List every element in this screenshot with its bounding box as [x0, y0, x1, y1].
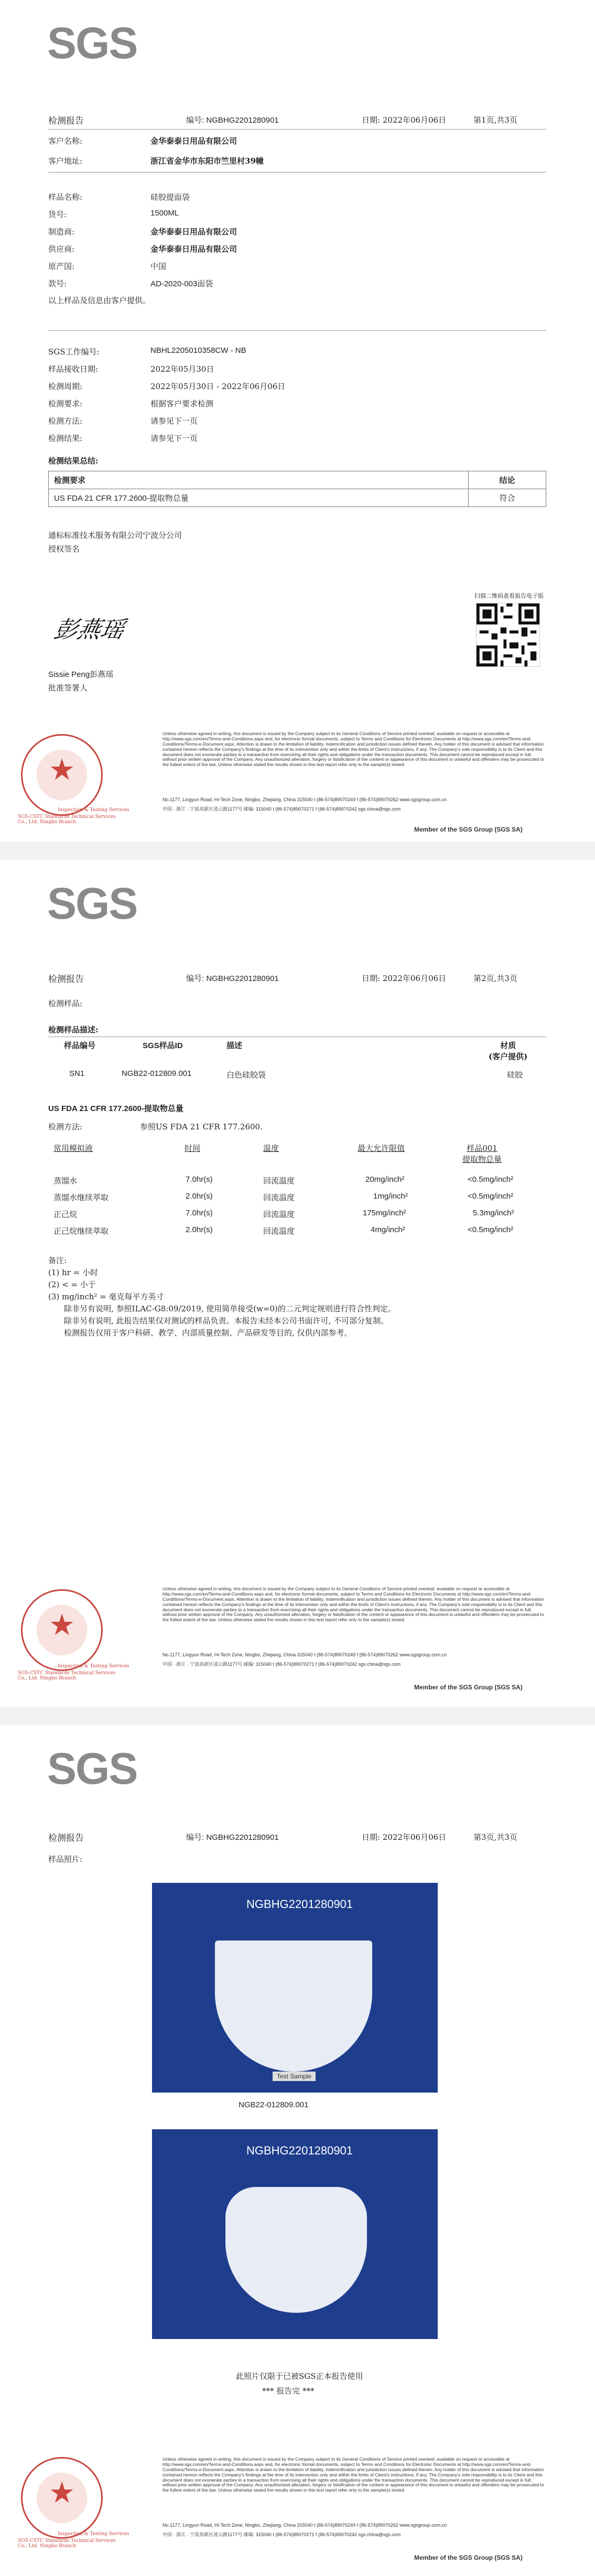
qr-code-icon [476, 603, 540, 667]
photo-1-label: NGBHG2201280901 [246, 1898, 353, 1911]
sample-photo-2 [152, 2129, 438, 2339]
page-number: 第2页,共3页 [473, 974, 517, 983]
footer-address-en: No.1177, Lingyun Road, Hi-Tech Zone, Ningbo, Zhejiang, China 315040 t (86-574)89070249 f (86-574)89070262 www.sgsgroup.com.cn [163, 2523, 447, 2528]
seal-subcaption: Inspection & Testing Services [58, 2531, 129, 2537]
summary-cell-conclusion: 符合 [469, 489, 546, 507]
member-line: Member of the SGS Group (SGS SA) [414, 826, 523, 833]
report-number: 编号: NGBHG2201280901 [186, 1833, 279, 1842]
sgs-logo: SGS [47, 1744, 137, 1793]
summary-head-requirement: 检测要求 [49, 471, 469, 489]
company-seal: ★ [21, 2457, 103, 2539]
report-date: 日期: 2022年06月06日 [362, 1833, 447, 1842]
bag-shape [225, 2187, 367, 2313]
report-page-3: SGS 检测报告 编号: NGBHG2201280901 日期: 2022年06月06日 第3页,共3页 样品照片: NGBHG2201280901 Test Sample NGB22-012809.001 NGBHG2201280901 此照片仅限于已被SGS正本报告使用 *** 报告完 *** ★ SGS-CSTC Standards Technical Services Co., Ltd. Ningbo Branch Inspection & Testing Services Unless otherwise agreed in writing, this document is issued by the Company subject to its General Conditions of Service printed overleaf, available on request or accessible at http://www.sgs.com/en/Terms-and-Conditions.aspx and, for electronic format documents, subject to Terms and Conditions for Electronic Documents at http://www.sgs.com/en/Terms-and-Conditions/Terms-e-Document.aspx. Attention is drawn to the limitation of liability, indemnification and jurisdiction issues defined therein. Any holder of this document is advised that information contained hereon reflects the Company's findings at the time of its intervention only and within the limits of Client's instructions, if any. The Company's sole responsibility is to its Client and this document does not exonerate parties to a transaction from exercising all their rights and obligations under the transaction documents. This document cannot be reproduced except in full, without prior written approval of the Company. Any unauthorized alteration, forgery or falsification of the content or appearance of this document is unlawful and offenders may be prosecuted to the fullest extent of the law. Unless otherwise stated the results shown in this test report refer only to the sample(s) tested. No.1177, Lingyun Road, Hi-Tech Zone, Ningbo, Zhejiang, China 315040 t (86-574)89070249 f (86-574)89070262 www.sgsgroup.com.cn 中国 · 浙江 · 宁波高新区凌云路1177号 邮编: 315040 t (86-574)89070271 f (86-574)89070242 sgs.china@sgs.com Member of the SGS Group (SGS SA) [0, 1726, 595, 2576]
client-divider [48, 172, 546, 173]
sgs-logo: SGS [47, 18, 137, 68]
table-row [49, 471, 546, 489]
seal-caption: SGS-CSTC Standards Technical Services Co., Ltd. Ningbo Branch [18, 1670, 116, 1681]
report-date: 日期: 2022年06月06日 [362, 115, 447, 125]
company-seal: ★ [21, 734, 103, 816]
report-page-2: SGS 检测报告 编号: NGBHG2201280901 日期: 2022年06月06日 第2页,共3页 检测样品: 检测样品描述: 样品编号 SGS样品ID 描述 材质 (客户提供) SN1 NGB22-012809.001 白色硅胶袋 硅胶 US FDA 21 CFR 177.2600-提取物总量 检测方法: 参照US FDA 21 CFR 177.2600. 常用模拟液 时间 温度 最大允许限值 样品001 提取物总量 蒸馏水 7.0hr(s) 回流温度 20mg/inch² <0.5mg/inch² 蒸馏水继续萃取 2.0hr(s) 回流温度 1mg/inch² <0.5mg/inch² 正己烷 7.0hr(s) 回流温度 175mg/inch² 5.3mg/inch² 正己烷继续萃取 2.0hr(s) 回流温度 4mg/inch² <0.5mg/inch² 备注: (1) hr = 小时 (2) < = 小于 (3) mg/inch² = 毫克每平方英寸 除非另有说明, 参照ILAC-G8:09/2019, 使用简单接受(w=0)的二元判定规则进行符合性判定。 除非另有说明, 此报告结果仅对测试的样品负责。本报告未经本公司书面许可, 不可部分复制。 检测报告仅用于客户科研、教学、内部质量控制、产品研发等目的, 仅供内部参考。 ★ SGS-CSTC Standards Technical Services Co., Ltd. Ningbo Branch Inspection & Testing Services Unless otherwise agreed in writing, this document is issued by the Company subject to its General Conditions of Service printed overleaf, available on request or accessible at http://www.sgs.com/en/Terms-and-Conditions.aspx and, for electronic format documents, subject to Terms and Conditions for Electronic Documents at http://www.sgs.com/en/Terms-and-Conditions/Terms-e-Document.aspx. Attention is drawn to the limitation of liability, indemnification and jurisdiction issues defined therein. Any holder of this document is advised that information contained hereon reflects the Company's findings at the time of its intervention only and within the limits of Client's instructions, if any. The Company's sole responsibility is to its Client and this document does not exonerate parties to a transaction from exercising all their rights and obligations under the transaction documents. This document cannot be reproduced except in full, without prior written approval of the Company. Any unauthorized alteration, forgery or falsification of the content or appearance of this document is unlawful and offenders may be prosecuted to the fullest extent of the law. Unless otherwise stated the results shown in this test report refer only to the sample(s) tested. No.1177, Lingyun Road, Hi-Tech Zone, Ningbo, Zhejiang, China 315040 t (86-574)89070249 f (86-574)89070262 www.sgsgroup.com.cn 中国 · 浙江 · 宁波高新区凌云路1177号 邮编: 315040 t (86-574)89070271 f (86-574)89070242 sgs.china@sgs.com Member of the SGS Group (SGS SA) [0, 860, 595, 1707]
member-line: Member of the SGS Group (SGS SA) [414, 2554, 523, 2561]
page-number: 第3页,共3页 [473, 1833, 517, 1842]
seal-subcaption: Inspection & Testing Services [58, 807, 129, 813]
footer-address-en: No.1177, Lingyun Road, Hi-Tech Zone, Ningbo, Zhejiang, China 315040 t (86-574)89070249 f (86-574)89070262 www.sgsgroup.com.cn [163, 797, 447, 802]
report-date: 日期: 2022年06月06日 [362, 974, 447, 983]
footer-terms: Unless otherwise agreed in writing, this document is issued by the Company subject to its General Conditions of Service printed overleaf, available on request or accessible at http://www.sgs.com/en/Terms-and-Conditions.aspx and, for electronic format documents, subject to Terms and Conditions for Electronic Documents at http://www.sgs.com/en/Terms-and-Conditions/Terms-e-Document.aspx. Attention is drawn to the limitation of liability, indemnification and jurisdiction issues defined therein. Any holder of this document is advised that information contained hereon reflects the Company's findings at the time of its intervention only and within the limits of Client's instructions, if any. The Company's sole responsibility is to its Client and this document does not exonerate parties to a transaction from exercising all their rights and obligations under the transaction documents. This document cannot be reproduced except in full, without prior written approval of the Company. Any unauthorized alteration, forgery or falsification of the content or appearance of this document is unlawful and offenders may be prosecuted to the fullest extent of the law. Unless otherwise stated the results shown in this test report refer only to the sample(s) tested. [163, 1586, 544, 1623]
footer-address-cn: 中国 · 浙江 · 宁波高新区凌云路1177号 邮编: 315040 t (86-574)89070271 f (86-574)89070242 sgs.china@sgs.com [163, 1662, 401, 1667]
summary-cell-requirement: US FDA 21 CFR 177.2600-提取物总量 [49, 489, 469, 507]
report-page-1: SGS 检测报告 编号: NGBHG2201280901 日期: 2022年06月06日 第1页,共3页 客户名称: 金华泰泰日用品有限公司 客户地址: 浙江省金华市东阳市竺里村39幢 样品名称: 硅胶提面袋 货号: 1500ML 制造商: 金华泰泰日用品有限公司 供应商: 金华泰泰日用品有限公司 原产国: 中国 款号: AD-2020-003面袋 以上样品及信息由客户提供。 SGS工作编号: NBHL2205010358CW - NB 样品接收日期: 2022年05月30日 检测周期: 2022年05月30日 - 2022年06月06日 检测要求: 根据客户要求检测 检测方法: 请参见下一页 检测结果: 请参见下一页 检测结果总结: 检测要求 结论 US FDA 21 CFR 177.2600-提取物总量 符合 通标标准技术服务有限公司宁波分公司 授权签名 彭燕瑶 Sissie Peng彭燕瑶 批准签署人 扫描二维码查看报告电子版 ★ SGS-CSTC Standards Technical Services Co., Ltd. Ningbo Branch Inspection & Testing Services Unless otherwise agreed in writing, this document is issued by the Company subject to its General Conditions of Service printed overleaf, available on request or accessible at http://www.sgs.com/en/Terms-and-Conditions.aspx and, for electronic format documents, subject to Terms and Conditions for Electronic Documents at http://www.sgs.com/en/Terms-and-Conditions/Terms-e-Document.aspx. Attention is drawn to the limitation of liability, indemnification and jurisdiction issues defined therein. Any holder of this document is advised that information contained hereon reflects the Company's findings at the time of its intervention only and within the limits of Client's instructions, if any. The Company's sole responsibility is to its Client and this document does not exonerate parties to a transaction from exercising all their rights and obligations under the transaction documents. This document cannot be reproduced except in full, without prior written approval of the Company. Any unauthorized alteration, forgery or falsification of the content or appearance of this document is unlawful and offenders may be prosecuted to the fullest extent of the law. Unless otherwise stated the results shown in this test report refer only to the sample(s) tested. No.1177, Lingyun Road, Hi-Tech Zone, Ningbo, Zhejiang, China 315040 t (86-574)89070249 f (86-574)89070262 www.sgsgroup.com.cn 中国 · 浙江 · 宁波高新区凌云路1177号 邮编: 315040 t (86-574)89070271 f (86-574)89070242 sgs.china@sgs.com Member of the SGS Group (SGS SA) [0, 0, 595, 842]
seal-caption: SGS-CSTC Standards Technical Services Co., Ltd. Ningbo Branch [18, 814, 116, 825]
sample-photo-1 [152, 1883, 438, 2093]
seal-subcaption: Inspection & Testing Services [58, 1664, 129, 1669]
report-title: 检测报告 [48, 974, 84, 985]
report-number: 编号: NGBHG2201280901 [186, 116, 279, 125]
footer-address-cn: 中国 · 浙江 · 宁波高新区凌云路1177号 邮编: 315040 t (86-574)89070271 f (86-574)89070242 sgs.china@sgs.com [163, 2532, 401, 2537]
summary-head-conclusion: 结论 [469, 471, 546, 489]
header-divider [48, 129, 546, 130]
report-title: 检测报告 [48, 1833, 84, 1844]
footer-address-cn: 中国 · 浙江 · 宁波高新区凌云路1177号 邮编: 315040 t (86-574)89070271 f (86-574)89070242 sgs.china@sgs.com [163, 806, 401, 812]
sample-divider [48, 330, 546, 331]
signature: 彭燕瑶 [51, 617, 127, 643]
page-number: 第1页,共3页 [473, 115, 517, 125]
sgs-logo: SGS [47, 879, 137, 928]
table-row [49, 489, 546, 507]
footer-terms: Unless otherwise agreed in writing, this document is issued by the Company subject to its General Conditions of Service printed overleaf, available on request or accessible at http://www.sgs.com/en/Terms-and-Conditions.aspx and, for electronic format documents, subject to Terms and Conditions for Electronic Documents at http://www.sgs.com/en/Terms-and-Conditions/Terms-e-Document.aspx. Attention is drawn to the limitation of liability, indemnification and jurisdiction issues defined therein. Any holder of this document is advised that information contained hereon reflects the Company's findings at the time of its intervention only and within the limits of Client's instructions, if any. The Company's sole responsibility is to its Client and this document does not exonerate parties to a transaction from exercising all their rights and obligations under the transaction documents. This document cannot be reproduced except in full, without prior written approval of the Company. Any unauthorized alteration, forgery or falsification of the content or appearance of this document is unlawful and offenders may be prosecuted to the fullest extent of the law. Unless otherwise stated the results shown in this test report refer only to the sample(s) tested. [163, 731, 544, 768]
footer-terms: Unless otherwise agreed in writing, this document is issued by the Company subject to its General Conditions of Service printed overleaf, available on request or accessible at http://www.sgs.com/en/Terms-and-Conditions.aspx and, for electronic format documents, subject to Terms and Conditions for Electronic Documents at http://www.sgs.com/en/Terms-and-Conditions/Terms-e-Document.aspx. Attention is drawn to the limitation of liability, indemnification and jurisdiction issues defined therein. Any holder of this document is advised that information contained hereon reflects the Company's findings at the time of its intervention only and within the limits of Client's instructions, if any. The Company's sole responsibility is to its Client and this document does not exonerate parties to a transaction from exercising all their rights and obligations under the transaction documents. This document cannot be reproduced except in full, without prior written approval of the Company. Any unauthorized alteration, forgery or falsification of the content or appearance of this document is unlawful and offenders may be prosecuted to the fullest extent of the law. Unless otherwise stated the results shown in this test report refer only to the sample(s) tested. [163, 2456, 544, 2493]
footer-address-en: No.1177, Lingyun Road, Hi-Tech Zone, Ningbo, Zhejiang, China 315040 t (86-574)89070249 f (86-574)89070262 www.sgsgroup.com.cn [163, 1652, 447, 1657]
photo-2-label: NGBHG2201280901 [246, 2144, 353, 2157]
bag-shape [215, 1941, 372, 2072]
photo-1-tag: Test Sample [273, 2072, 316, 2081]
company-seal: ★ [21, 1589, 103, 1671]
page-gap [0, 1707, 595, 1726]
member-line: Member of the SGS Group (SGS SA) [414, 1684, 523, 1691]
report-number: 编号: NGBHG2201280901 [186, 974, 279, 983]
seal-caption: SGS-CSTC Standards Technical Services Co., Ltd. Ningbo Branch [18, 2538, 116, 2549]
page-gap [0, 842, 595, 860]
summary-table [48, 471, 546, 507]
report-title: 检测报告 [48, 116, 84, 126]
